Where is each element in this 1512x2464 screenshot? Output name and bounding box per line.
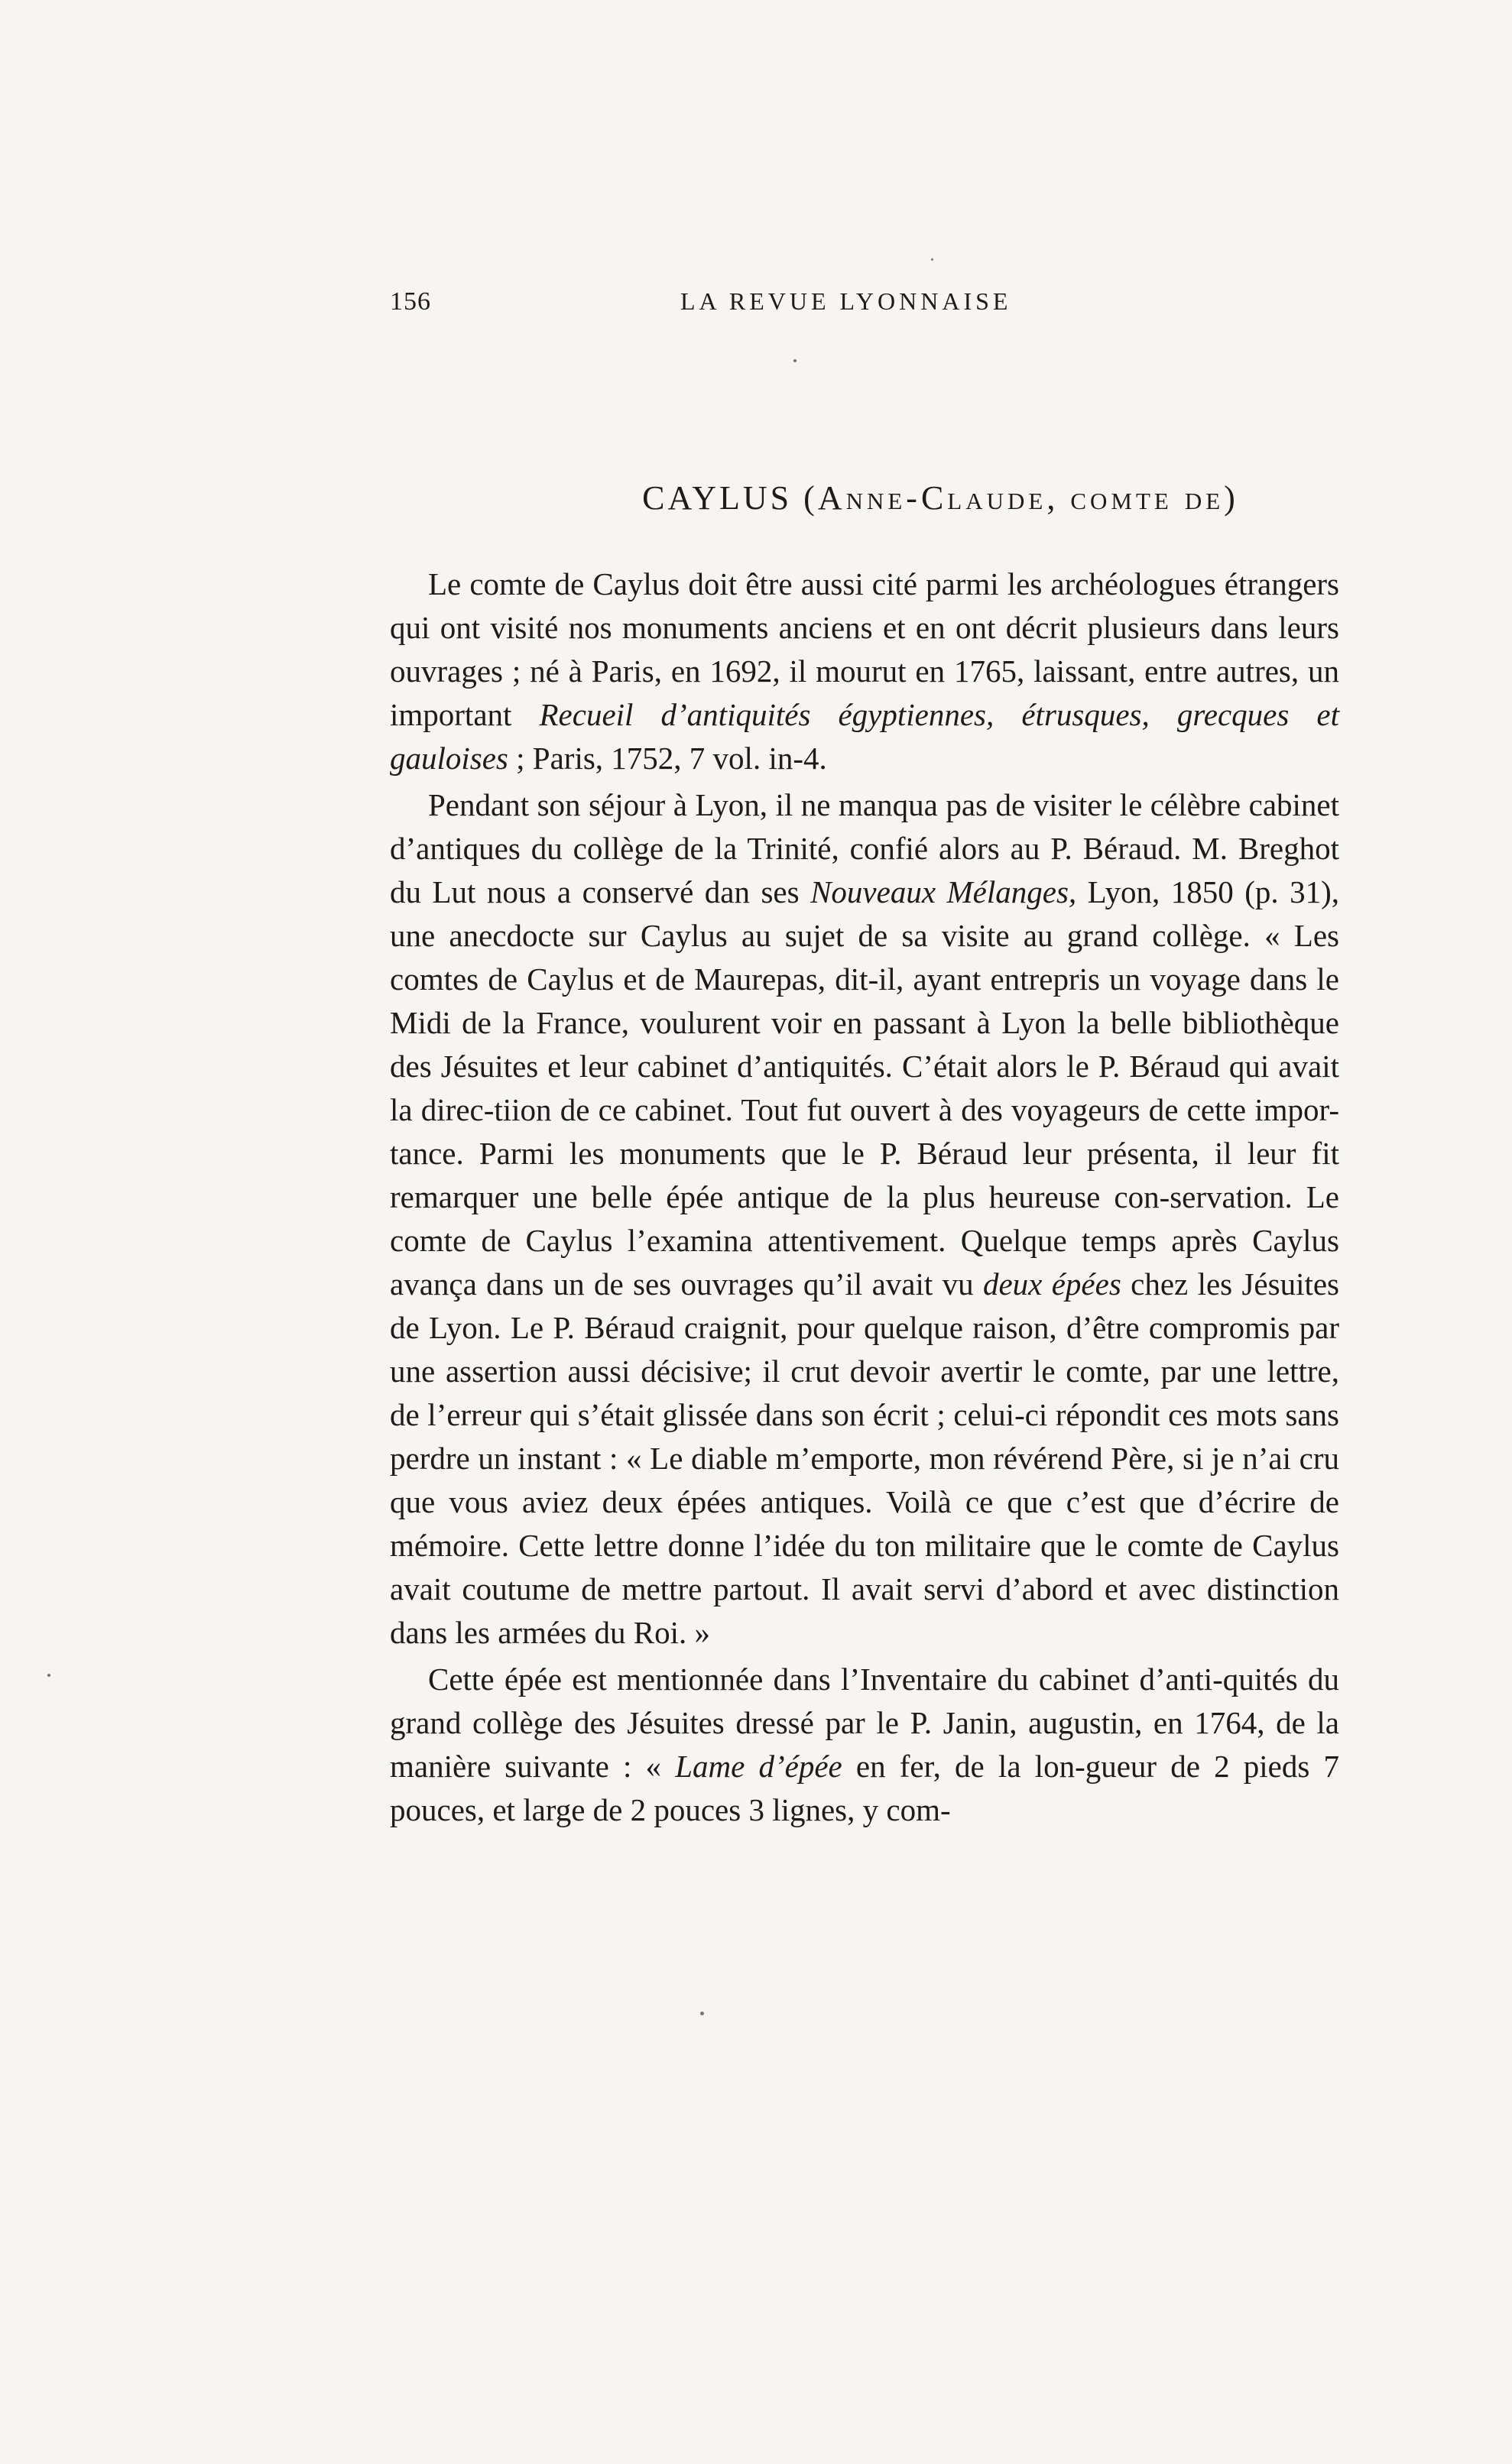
paragraph-text: Lyon, 1850 (p. 31), une anecdocte sur Caylus au sujet de sa visite au grand collège. « Les comtes de Caylus et de Maurepas, dit-il, ayant entrepris un voyage dans le Midi de la France, voulurent voir en passant à Lyon la belle bibliothèque des Jésuites et leur cabinet d’antiquités. C’était alors le P. Béraud qui avait la direc-tiion de ce cabinet. Tout fut ouvert à des voyageurs de cette impor-tance. Parmi les monuments que le P. Béraud leur présenta, il leur fit remarquer une belle épée antique de la plus heureuse con-servation. Le comte de Caylus l’examina attentivement. Quelque temps après Caylus avança dans un de ses ouvrages qu’il avait vu (390, 874, 1339, 1302)
page-number: 156 (390, 287, 431, 316)
title-rank: comte de (1070, 479, 1225, 517)
page-header (390, 287, 1050, 333)
paragraph-text: en fer, de la lon-gueur de 2 pieds 7 pouces, et large de 2 pouces 3 lignes, y com- (390, 1749, 1339, 1827)
paragraph-text: chez les Jésuites de Lyon. Le P. Béraud craignit, pour quelque raison, d’être compromis par une assertion aussi décisive; il crut devoir avertir le comte, par une lettre, de l’erreur qui s’était glissée dans son écrit ; celui-ci répondit ces mots sans perdre un instant : « Le diable m’emporte, mon révérend Père, si je n’ai cru que vous aviez deux épées antiques. Voilà ce que c’est que d’écrire de mémoire. Cette lettre donne l’idée du ton militaire que le comte de Caylus avait coutume de mettre partout. Il avait servi d’abord et avec distinction dans les armées du Roi. » (390, 1266, 1339, 1650)
book-title: Recueil d’antiquités égyptiennes, étrusques, grecques et gauloises (390, 697, 1340, 776)
article-title (390, 478, 1338, 517)
paragraph-text: ; Paris, 1752, 7 vol. in-4. (508, 741, 827, 776)
paragraph-3 (390, 1658, 1339, 1832)
title-paren-close: ) (1224, 479, 1238, 517)
paragraph-2 (390, 783, 1339, 1655)
emphasis: Lame d’épée (675, 1749, 842, 1784)
scan-speck (700, 2012, 704, 2015)
scan-speck (931, 258, 933, 261)
scan-speck (793, 359, 797, 362)
title-first-name: Anne-Claude, (817, 479, 1059, 517)
running-title: LA REVUE LYONNAISE (680, 287, 1012, 315)
emphasis: deux épées (982, 1266, 1121, 1302)
article-body (390, 563, 1339, 1835)
book-title: Nouveaux Mélanges, (810, 874, 1077, 909)
paragraph-text: Le comte de Caylus doit être aussi cité parmi les archéologues étrangers qui ont visité nos monuments anciens et en ont décrit plusieurs dans leurs ouvrages ; né à Paris, en 1692, il mourut en 1765, laissant, entre autres, un important (390, 566, 1339, 732)
paragraph-text: Pendant son séjour à Lyon, il ne manqua pas de visiter le célèbre cabinet d’antiques du collège de la Trinité, confié alors au P. Béraud. M. Breghot du Lut nous a conservé dan ses (390, 787, 1339, 909)
title-name: CAYLUS (642, 479, 793, 517)
paragraph-1 (390, 563, 1339, 780)
title-paren-open: ( (803, 479, 818, 517)
scan-speck (47, 1674, 50, 1677)
paragraph-text: Cette épée est mentionnée dans l’Inventaire du cabinet d’anti-quités du grand collège des Jésuites dressé par le P. Janin, augustin, en 1764, de la manière suivante : « (390, 1662, 1339, 1784)
